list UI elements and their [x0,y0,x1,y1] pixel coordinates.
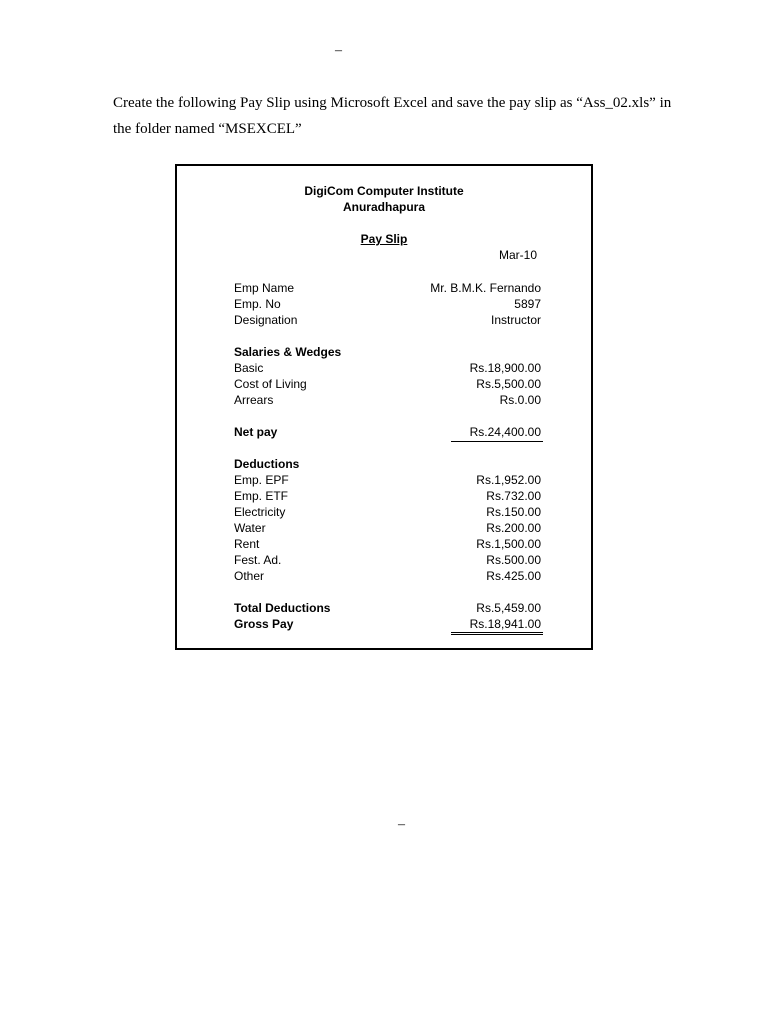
deduction-value: Rs.150.00 [486,505,541,519]
deduction-value: Rs.500.00 [486,553,541,567]
emp-name-row [234,280,541,296]
emp-no-value: 5897 [514,297,541,311]
deduction-value: Rs.200.00 [486,521,541,535]
total-deductions-row [234,600,541,616]
header-dash: – [335,43,342,58]
deduction-value: Rs.425.00 [486,569,541,583]
gross-pay-value: Rs.18,941.00 [469,617,541,631]
deduction-row [234,488,541,504]
assignment-instructions: Create the following Pay Slip using Microsoft Excel and save the pay slip as “Ass_02.xls” in the folder named “MSEXCEL” [113,95,672,137]
deduction-label: Rent [234,537,260,551]
designation-value: Instructor [490,313,541,327]
deduction-row [234,568,541,584]
deduction-row [234,504,541,520]
basic-label: Basic [234,361,264,375]
basic-row [234,360,541,376]
salaries-heading: Salaries & Wedges [234,345,342,359]
footer-dash: – [398,817,405,832]
net-pay-value: Rs.24,400.00 [469,425,541,439]
pay-slip-title: Pay Slip [360,232,408,246]
cost-of-living-value: Rs.5,500.00 [476,377,541,391]
pay-slip-date: Mar-10 [498,248,537,262]
net-pay-underline [451,424,543,442]
deduction-value: Rs.1,500.00 [476,537,541,551]
total-deductions-label: Total Deductions [234,601,331,615]
basic-value: Rs.18,900.00 [469,361,541,375]
deduction-label: Electricity [234,505,286,519]
deduction-label: Emp. EPF [234,473,289,487]
deductions-heading: Deductions [234,457,300,471]
net-pay-label: Net pay [234,425,278,439]
emp-no-row [234,296,541,312]
deduction-value: Rs.732.00 [486,489,541,503]
designation-label: Designation [234,313,298,327]
deduction-label: Other [234,569,265,583]
deduction-row [234,520,541,536]
deduction-row [234,536,541,552]
total-deductions-value: Rs.5,459.00 [476,601,541,615]
salaries-heading-row [234,344,541,360]
net-pay-row [234,424,541,440]
deduction-row [234,472,541,488]
pay-slip-table [175,164,593,650]
gross-pay-label: Gross Pay [234,617,294,631]
cost-of-living-label: Cost of Living [234,377,307,391]
deduction-label: Water [234,521,266,535]
deductions-heading-row [234,456,541,472]
institute-name: DigiCom Computer Institute [304,184,464,198]
gross-pay-row [234,616,541,632]
designation-row [234,312,541,328]
institute-city: Anuradhapura [342,200,425,214]
gross-pay-double-underline [451,616,543,635]
arrears-row [234,392,541,408]
arrears-value: Rs.0.00 [499,393,541,407]
deduction-value: Rs.1,952.00 [476,473,541,487]
cost-of-living-row [234,376,541,392]
emp-name-label: Emp Name [234,281,295,295]
deduction-row [234,552,541,568]
deduction-label: Emp. ETF [234,489,289,503]
arrears-label: Arrears [234,393,274,407]
deduction-label: Fest. Ad. [234,553,282,567]
emp-no-label: Emp. No [234,297,281,311]
emp-name-value: Mr. B.M.K. Fernando [430,281,541,295]
